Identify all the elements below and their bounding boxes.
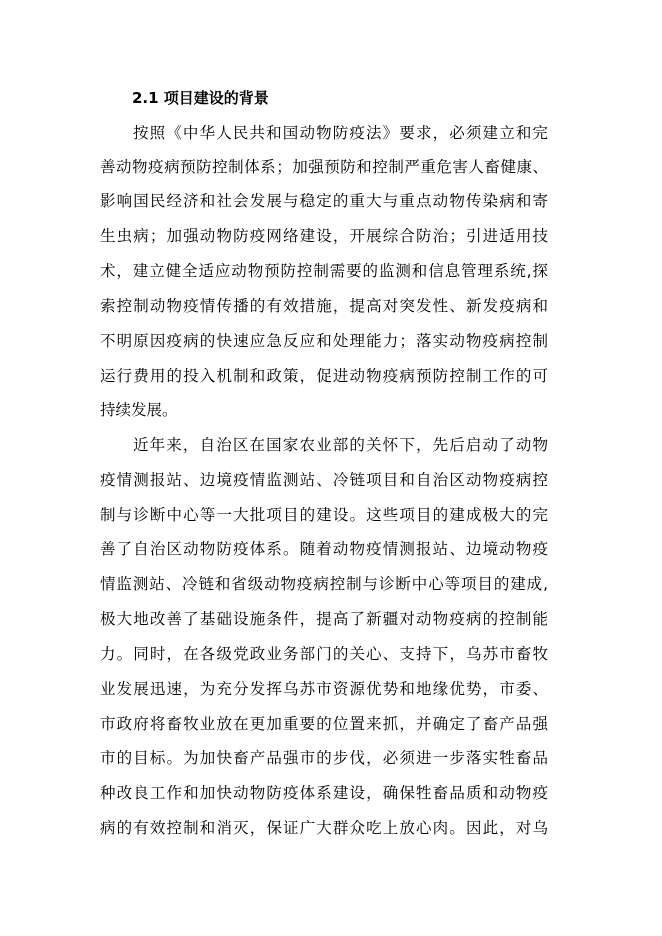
paragraph-2-line-8: 业发展迅速，为充分发挥乌苏市资源优势和地缘优势，市委、 xyxy=(100,680,548,698)
paragraph-2-line-7: 力。同时，在各级党政业务部门的关心、支持下，乌苏市畜牧 xyxy=(100,645,548,663)
section-heading: 2.1 项目建设的背景 xyxy=(132,89,269,107)
paragraph-1-line-4: 生虫病；加强动物防疫网络建设，开展综合防治；引进适用技 xyxy=(100,227,548,245)
paragraph-2-line-11: 种改良工作和加快动物防疫体系建设，确保牲畜品质和动物疫 xyxy=(100,784,548,802)
paragraph-2-line-3: 制与诊断中心等一大批项目的建设。这些项目的建成极大的完 xyxy=(100,506,548,524)
paragraph-2-line-2: 疫情测报站、边境疫情监测站、冷链项目和自治区动物疫病控 xyxy=(100,471,548,489)
paragraph-2-line-1: 近年来，自治区在国家农业部的关怀下，先后启动了动物 xyxy=(133,436,548,454)
paragraph-1-line-3: 影响国民经济和社会发展与稳定的重大与重点动物传染病和寄 xyxy=(100,192,548,210)
paragraph-1-line-7: 不明原因疫病的快速应急反应和处理能力；落实动物疫病控制 xyxy=(100,332,548,350)
paragraph-2-line-10: 市的目标。为加快畜产品强市的步伐，必须进一步落实牲畜品 xyxy=(100,749,548,767)
paragraph-2-line-12: 病的有效控制和消灭，保证广大群众吃上放心肉。因此，对乌 xyxy=(100,819,548,837)
paragraph-1-line-1: 按照《中华人民共和国动物防疫法》要求，必须建立和完 xyxy=(133,124,548,142)
paragraph-2-line-6: 极大地改善了基础设施条件，提高了新疆对动物疫病的控制能 xyxy=(100,610,548,628)
paragraph-1-line-5: 术，建立健全适应动物预防控制需要的监测和信息管理系统,探 xyxy=(100,262,548,280)
paragraph-1-line-6: 索控制动物疫情传播的有效措施，提高对突发性、新发疫病和 xyxy=(100,297,548,315)
paragraph-1-line-8: 运行费用的投入机制和政策，促进动物疫病预防控制工作的可 xyxy=(100,367,548,385)
paragraph-1-line-9: 持续发展。 xyxy=(100,401,178,419)
paragraph-1-line-2: 善动物疫病预防控制体系；加强预防和控制严重危害人畜健康、 xyxy=(100,158,548,176)
paragraph-2-line-5: 情监测站、冷链和省级动物疫病控制与诊断中心等项目的建成, xyxy=(100,575,548,593)
paragraph-2-line-9: 市政府将畜牧业放在更加重要的位置来抓，并确定了畜产品强 xyxy=(100,715,548,733)
paragraph-2-line-4: 善了自治区动物防疫体系。随着动物疫情测报站、边境动物疫 xyxy=(100,540,548,558)
